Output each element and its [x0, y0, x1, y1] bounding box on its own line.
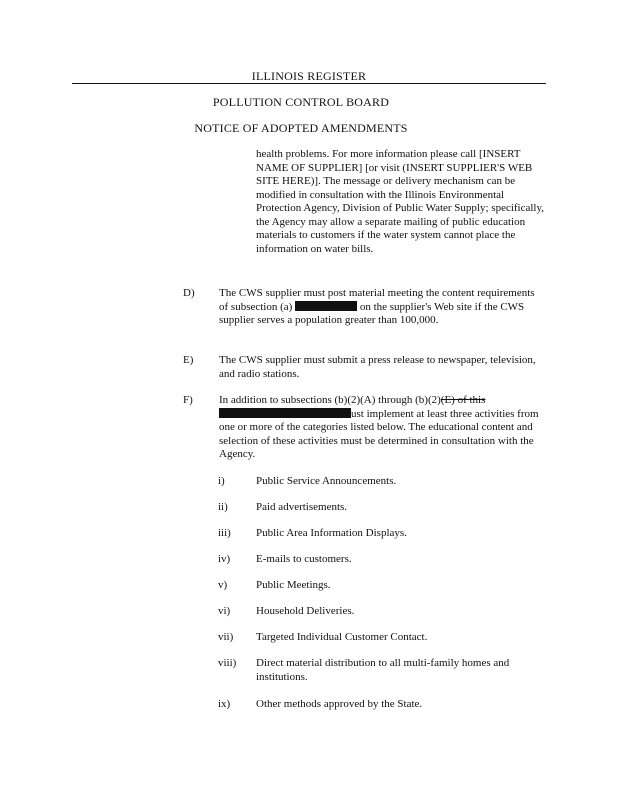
list-item-text: Public Service Announcements.	[256, 475, 397, 487]
list-item-number: vii)	[218, 631, 234, 643]
section-e-text: The CWS supplier must submit a press release to newspaper, television, and radio stations.	[219, 354, 536, 380]
section-d-text-before: The CWS supplier must post material meeting the content requirements of subsection (a)	[219, 287, 535, 313]
section-f-label: F)	[183, 394, 193, 406]
section-f-struck-text: (E) of this	[440, 394, 486, 406]
intro-paragraph: health problems. For more information please call [INSERT NAME OF SUPPLIER] [or visit (INSERT SUPPLIER'S WEB SITE HERE)]. The message or delivery mechanism can be modified in consultation with the Illinois Environmental Protection Agency, Division of Public Water Supply; specifically, the Agency may allow a separate mailing of public education materials to customers if the water system cannot place the information on water bills.	[256, 148, 545, 255]
list-item-number: i)	[218, 475, 225, 487]
list-item-text: Direct material distribution to all multi-family homes and institutions.	[256, 657, 510, 683]
list-item-number: ii)	[218, 501, 228, 513]
section-e-label: E)	[183, 354, 194, 366]
list-item-text: Public Area Information Displays.	[256, 527, 407, 539]
redaction-mark	[219, 408, 351, 418]
section-f-text-before: In addition to subsections (b)(2)(A) through (b)(2)	[219, 394, 441, 406]
notice-title: NOTICE OF ADOPTED AMENDMENTS	[194, 121, 408, 135]
list-item-text: Household Deliveries.	[256, 605, 355, 617]
header-rule	[72, 83, 546, 84]
list-item-number: viii)	[218, 657, 237, 669]
list-item-text: Paid advertisements.	[256, 501, 348, 513]
list-item-text: Other methods approved by the State.	[256, 698, 423, 710]
list-item-number: vi)	[218, 605, 231, 617]
section-f-text	[219, 394, 545, 462]
list-item-number: v)	[218, 579, 228, 591]
section-d-text-after: on the supplier's Web site if the CWS supplier serves a population greater than 100,000.	[219, 300, 525, 326]
section-d-text	[219, 287, 545, 328]
list-item-text: E-mails to customers.	[256, 553, 352, 565]
section-d-label: D)	[183, 287, 195, 299]
list-item-text: Public Meetings.	[256, 579, 331, 591]
register-title: ILLINOIS REGISTER	[251, 69, 367, 83]
list-item-number: ix)	[218, 698, 231, 710]
list-item-number: iii)	[218, 527, 231, 539]
list-item-number: iv)	[218, 553, 231, 565]
list-item-text: Targeted Individual Customer Contact.	[256, 631, 428, 643]
section-f-text-after: ust implement at least three activities from one or more of the categories listed below. The educational content and selection of these activities must be determined in consultation with the Agency.	[219, 407, 539, 460]
board-title: POLLUTION CONTROL BOARD	[212, 95, 390, 109]
redaction-mark	[295, 301, 357, 311]
